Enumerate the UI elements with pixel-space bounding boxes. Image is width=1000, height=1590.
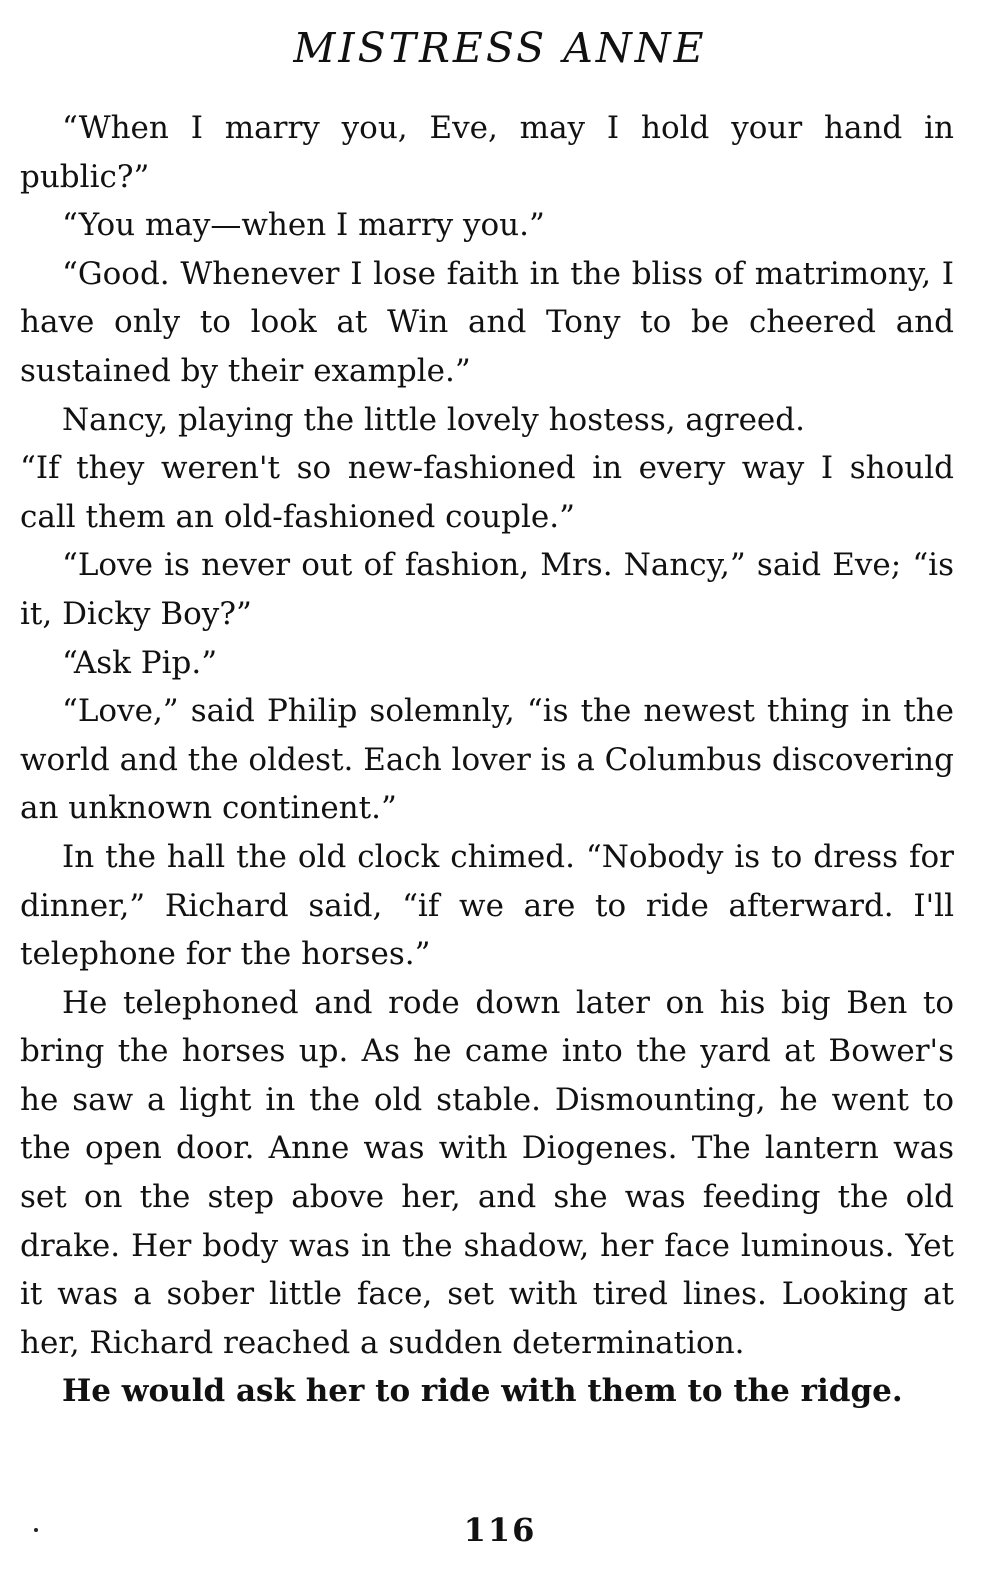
paragraph: In the hall the old clock chimed. “Nobody is to dress for dinner,” Richard said, “if we are to ride afterward. I'll telephone for the horses.” bbox=[20, 838, 954, 973]
page-number: 116 bbox=[463, 1511, 537, 1549]
paragraph: He would ask her to ride with them to the ridge. bbox=[62, 1373, 903, 1410]
paragraph: “When I marry you, Eve, may I hold your hand in public?” bbox=[20, 110, 954, 195]
paragraph: He telephoned and rode down later on his big Ben to bring the horses up. As he came into the yard at Bower's he saw a light in the old stable. Dismounting, he went to the open door. Anne was with Diogenes. The lantern was set on the step above her, and she was feeding the old drake. Her body was in the shadow, her face luminous. Yet it was a sober little face, set with tired lines. Looking at her, Richard reached a sudden determination. bbox=[20, 984, 954, 1361]
paragraph: “Love is never out of fashion, Mrs. Nancy,” said Eve; “is it, Dicky Boy?” bbox=[20, 547, 954, 632]
paragraph: “Good. Whenever I lose faith in the bliss of matrimony, I have only to look at Win and Tony to be cheered and sustained by their example.” bbox=[20, 255, 954, 389]
paragraph: “You may—when I marry you.” bbox=[62, 207, 545, 244]
body-text bbox=[20, 104, 954, 1416]
paragraph: Nancy, playing the little lovely hostess, agreed. bbox=[62, 401, 805, 438]
paragraph: “Ask Pip.” bbox=[62, 644, 218, 681]
paragraph: “If they weren't so new-fashioned in every way I should call them an old-fashioned couple.” bbox=[20, 450, 954, 535]
paragraph: “Love,” said Philip solemnly, “is the newest thing in the world and the oldest. Each lover is a Columbus discovering an unknown continent.” bbox=[20, 693, 954, 827]
running-head: MISTRESS ANNE bbox=[293, 24, 707, 72]
